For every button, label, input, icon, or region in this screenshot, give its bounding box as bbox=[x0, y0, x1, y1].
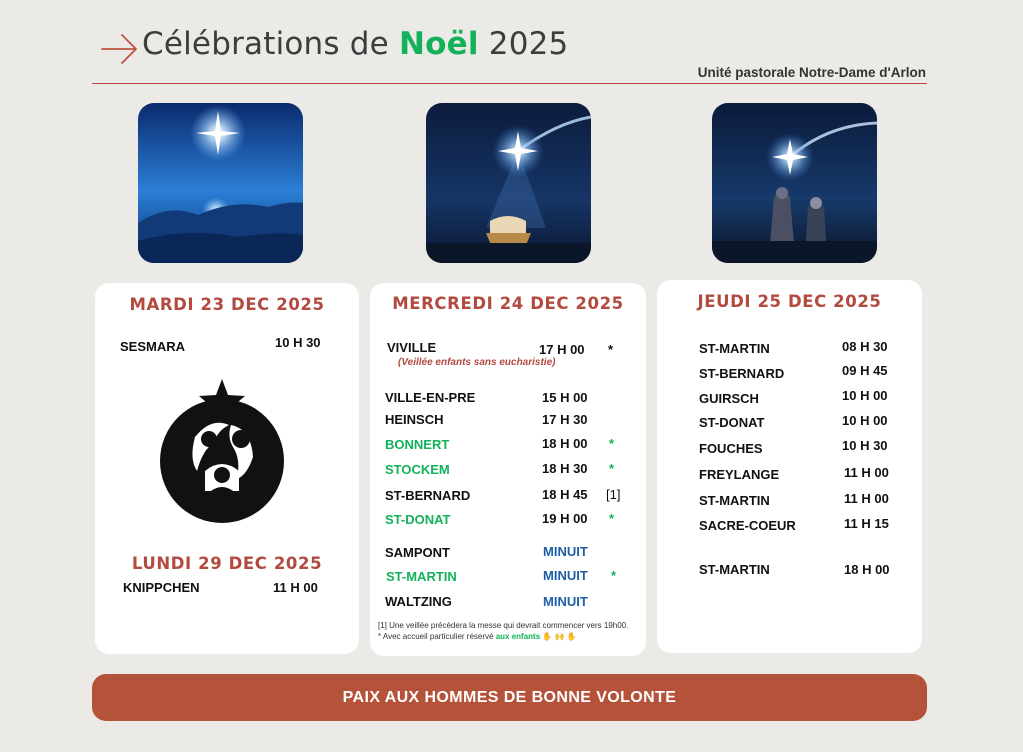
tuesday-card bbox=[95, 283, 359, 654]
schedule-time: 19 H 00 bbox=[542, 511, 588, 526]
title-accent: Noël bbox=[399, 26, 479, 62]
peace-banner bbox=[92, 674, 927, 721]
schedule-time: 18 H 00 bbox=[542, 436, 588, 451]
schedule-place: ST-DONAT bbox=[385, 512, 451, 527]
schedule-mark: [1] bbox=[606, 487, 621, 502]
monday-time: 11 H 00 bbox=[273, 580, 318, 595]
schedule-place: ST-MARTIN bbox=[699, 562, 770, 577]
schedule-place: GUIRSCH bbox=[699, 391, 759, 406]
schedule-place: VILLE-EN-PRE bbox=[385, 390, 476, 405]
schedule-time: MINUIT bbox=[543, 594, 588, 609]
schedule-place: SAMPONT bbox=[385, 545, 450, 560]
wednesday-heading: MERCREDI 24 DEC 2025 bbox=[392, 294, 624, 313]
monday-place: KNIPPCHEN bbox=[123, 580, 200, 595]
schedule-place: WALTZING bbox=[385, 594, 452, 609]
schedule-time: 10 H 00 bbox=[842, 388, 888, 403]
viville-note: (Veillée enfants sans eucharistie) bbox=[398, 357, 556, 368]
schedule-mark: * bbox=[608, 342, 614, 357]
tuesday-time: 10 H 30 bbox=[275, 335, 321, 350]
schedule-place: VIVILLE bbox=[387, 340, 437, 355]
star-over-manger-icon bbox=[426, 103, 591, 263]
schedule-place: ST-MARTIN bbox=[699, 493, 770, 508]
schedule-mark: * bbox=[609, 511, 615, 526]
schedule-time: 18 H 30 bbox=[542, 461, 588, 476]
page-title bbox=[142, 26, 568, 62]
schedule-place: ST-DONAT bbox=[699, 415, 765, 430]
footnote-2-suffix: ✋ 🙌 ✋ bbox=[540, 632, 577, 641]
schedule-place: HEINSCH bbox=[385, 412, 444, 427]
schedule-place: ST-MARTIN bbox=[699, 341, 770, 356]
schedule-time: MINUIT bbox=[543, 568, 588, 583]
schedule-mark: * bbox=[609, 461, 615, 476]
header-divider bbox=[92, 83, 927, 84]
schedule-time: 10 H 30 bbox=[842, 438, 888, 453]
schedule-time: 18 H 00 bbox=[844, 562, 890, 577]
christmas-star-landscape-icon bbox=[138, 103, 303, 263]
wednesday-card bbox=[370, 283, 646, 656]
monday-heading: LUNDI 29 DEC 2025 bbox=[131, 554, 323, 573]
schedule-place: STOCKEM bbox=[385, 462, 450, 477]
schedule-time: 09 H 45 bbox=[842, 363, 888, 378]
schedule-mark: * bbox=[609, 436, 615, 451]
schedule-place: ST-MARTIN bbox=[386, 569, 457, 584]
footnote-1: [1] Une veillée précèdera la messe qui devrait commencer vers 19h00. bbox=[378, 621, 629, 630]
schedule-place: FOUCHES bbox=[699, 441, 763, 456]
schedule-time: 17 H 00 bbox=[539, 342, 585, 357]
footnote-2-accent: aux enfants bbox=[495, 632, 541, 641]
schedule-mark: * bbox=[611, 568, 617, 583]
schedule-time: 08 H 30 bbox=[842, 339, 888, 354]
nativity-scene-icon bbox=[712, 103, 877, 263]
parish-subtitle: Unité pastorale Notre-Dame d'Arlon bbox=[697, 65, 926, 80]
arrow-right-icon bbox=[100, 32, 140, 66]
schedule-place: ST-BERNARD bbox=[385, 488, 471, 503]
schedule-time: 15 H 00 bbox=[542, 390, 588, 405]
banner-text: PAIX AUX HOMMES DE BONNE VOLONTE bbox=[342, 688, 677, 706]
thursday-heading: JEUDI 25 DEC 2025 bbox=[697, 292, 882, 311]
schedule-place: BONNERT bbox=[385, 437, 450, 452]
schedule-time: 11 H 00 bbox=[844, 491, 889, 506]
schedule-time: 17 H 30 bbox=[542, 412, 588, 427]
title-prefix: Célébrations de bbox=[142, 26, 400, 62]
tuesday-heading: MARDI 23 DEC 2025 bbox=[129, 295, 325, 314]
title-suffix: 2025 bbox=[478, 26, 569, 62]
footnote-2-prefix: * Avec accueil particulier réservé bbox=[378, 632, 496, 641]
schedule-time: 10 H 00 bbox=[842, 413, 888, 428]
schedule-time: 11 H 15 bbox=[844, 516, 889, 531]
thursday-card bbox=[657, 280, 922, 653]
schedule-time: 18 H 45 bbox=[542, 487, 588, 502]
tuesday-place: SESMARA bbox=[120, 339, 186, 354]
schedule-place: SACRE-COEUR bbox=[699, 518, 796, 533]
footnote-2 bbox=[378, 632, 577, 641]
schedule-time: MINUIT bbox=[543, 544, 588, 559]
schedule-time: 11 H 00 bbox=[844, 465, 889, 480]
schedule-place: FREYLANGE bbox=[699, 467, 780, 482]
holy-family-emblem-icon bbox=[159, 379, 285, 525]
schedule-place: ST-BERNARD bbox=[699, 366, 785, 381]
